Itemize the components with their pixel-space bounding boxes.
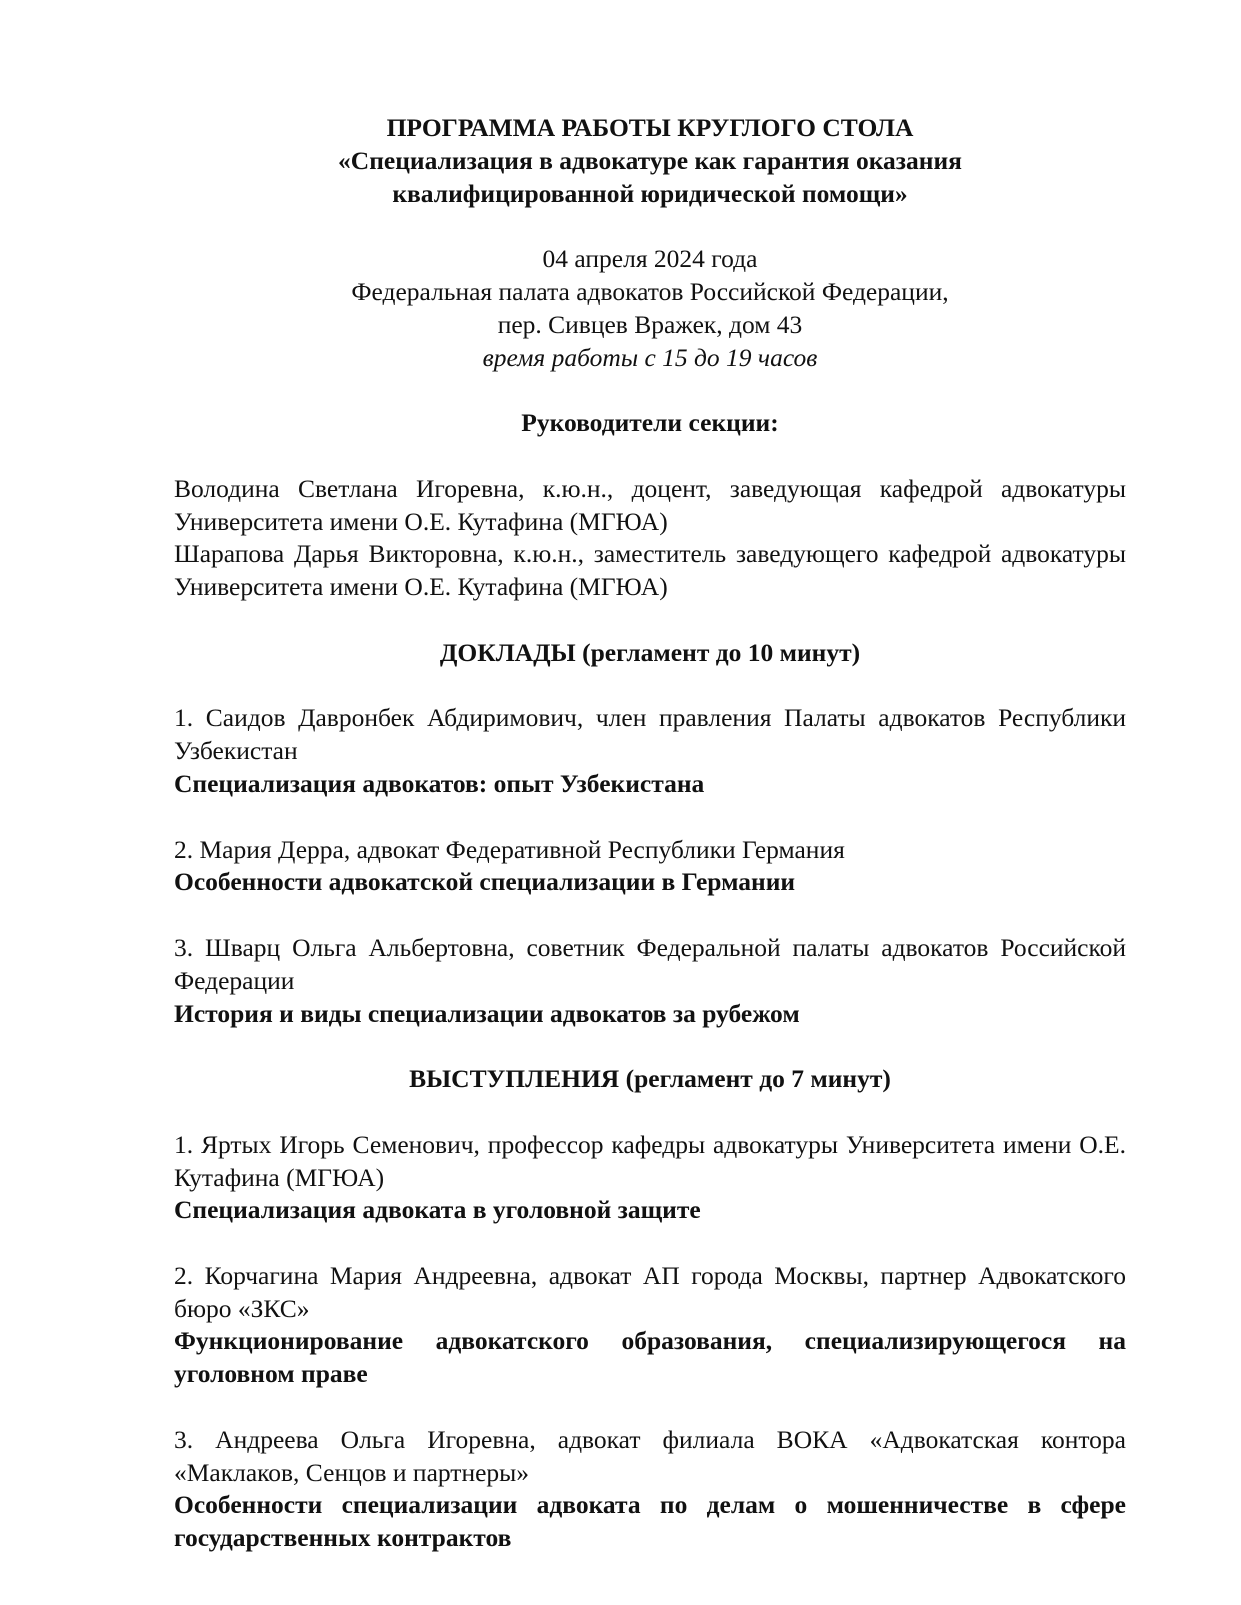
speech-topic: Особенности специализации адвоката по делам о мошенничестве в сфере государственных контрактов xyxy=(174,1490,1126,1553)
report-topic: История и виды специализации адвокатов за рубежом xyxy=(174,998,800,1028)
speeches-heading: ВЫСТУПЛЕНИЯ (регламент до 7 минут) xyxy=(409,1064,891,1094)
speech-topic: Функционирование адвокатского образования, специализирующегося на уголовном праве xyxy=(174,1326,1126,1389)
spacer xyxy=(174,374,1126,407)
report-speaker: 2. Мария Дерра, адвокат Федеративной Республики Германия xyxy=(174,834,845,864)
spacer xyxy=(174,801,1126,834)
document-page xyxy=(174,112,1126,1555)
spacer xyxy=(174,440,1126,473)
speech-topic: Специализация адвоката в уголовной защите xyxy=(174,1195,701,1225)
document-title: ПРОГРАММА РАБОТЫ КРУГЛОГО СТОЛА xyxy=(386,113,914,142)
spacer xyxy=(174,1391,1126,1424)
spacer xyxy=(174,1030,1126,1063)
document-subtitle-line-2: квалифицированной юридической помощи» xyxy=(392,178,908,208)
event-address: пер. Сивцев Вражек, дом 43 xyxy=(497,309,803,339)
report-speaker: 1. Саидов Давронбек Абдиримович, член правления Палаты адвокатов Республики Узбекистан xyxy=(174,703,1126,766)
report-topic: Особенности адвокатской специализации в Германии xyxy=(174,867,796,897)
leader-item: Шарапова Дарья Викторовна, к.ю.н., заместитель заведующего кафедрой адвокатуры Университета имени О.Е. Кутафина (МГЮА) xyxy=(174,539,1126,602)
speech-speaker: 1. Яртых Игорь Семенович, профессор кафедры адвокатуры Университета имени О.Е. Кутафина (МГЮА) xyxy=(174,1129,1126,1192)
speech-speaker: 3. Андреева Ольга Игоревна, адвокат филиала ВОКА «Адвокатская контора «Маклаков, Сенцов и партнеры» xyxy=(174,1424,1126,1487)
spacer xyxy=(174,1096,1126,1129)
event-date: 04 апреля 2024 года xyxy=(542,244,758,274)
spacer xyxy=(174,899,1126,932)
spacer xyxy=(174,1227,1126,1260)
report-topic: Специализация адвокатов: опыт Узбекистана xyxy=(174,768,705,798)
reports-heading: ДОКЛАДЫ (регламент до 10 минут) xyxy=(439,637,861,667)
event-venue: Федеральная палата адвокатов Российской Федерации, xyxy=(351,276,949,306)
spacer xyxy=(174,604,1126,637)
speech-speaker: 2. Корчагина Мария Андреевна, адвокат АП города Москвы, партнер Адвокатского бюро «ЗКС» xyxy=(174,1260,1126,1323)
leaders-heading: Руководители секции: xyxy=(521,408,779,438)
spacer xyxy=(174,210,1126,243)
report-speaker: 3. Шварц Ольга Альбертовна, советник Федеральной палаты адвокатов Российской Федерации xyxy=(174,932,1126,995)
spacer xyxy=(174,670,1126,703)
event-hours: время работы с 15 до 19 часов xyxy=(482,342,818,372)
leader-item: Володина Светлана Игоревна, к.ю.н., доцент, заведующая кафедрой адвокатуры Университета имени О.Е. Кутафина (МГЮА) xyxy=(174,473,1126,536)
document-subtitle-line-1: «Специализация в адвокатуре как гарантия оказания xyxy=(338,145,962,175)
